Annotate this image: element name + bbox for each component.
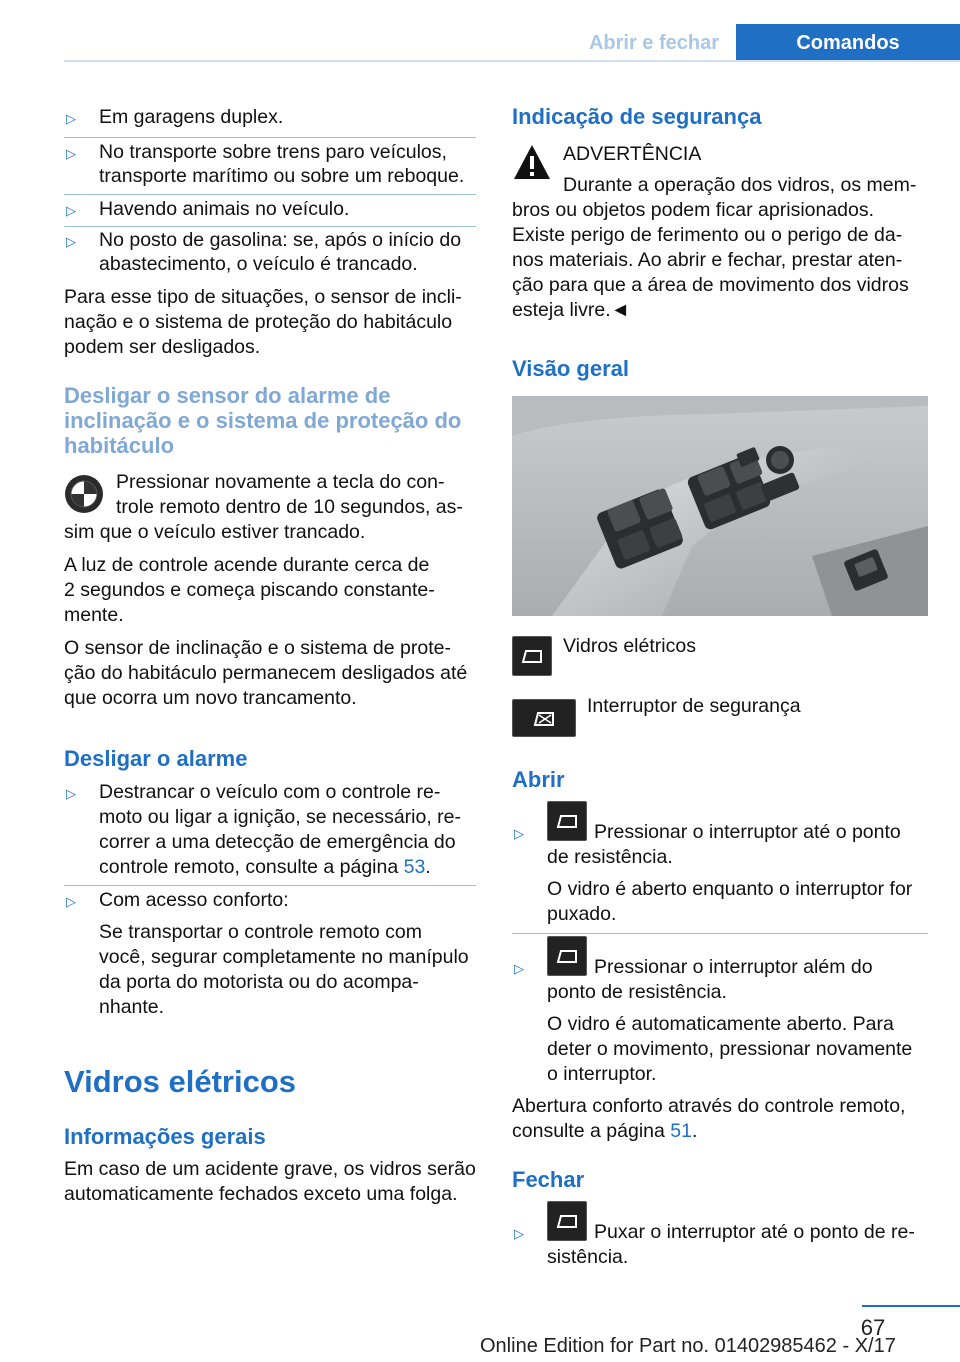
bullet-triangle-icon: ▷: [66, 234, 76, 249]
section-heading: habitáculo: [64, 433, 175, 458]
list-item: deter o movimento, pressionar novamente: [547, 1038, 913, 1060]
list-item: Pressionar o interruptor além do: [594, 956, 873, 978]
list-item: nhante.: [99, 996, 165, 1018]
bullet-triangle-icon: ▷: [66, 894, 76, 909]
paragraph: trole remoto dentro de 10 segundos, as-: [116, 496, 463, 518]
list-item: Em garagens duplex.: [99, 106, 284, 128]
list-item: Havendo animais no veículo.: [99, 198, 350, 220]
warning-text: Durante a operação dos vidros, os mem-: [563, 174, 917, 196]
divider: [64, 226, 476, 227]
list-item: O vidro é aberto enquanto o interruptor for: [547, 878, 913, 900]
paragraph-text: consulte a página: [512, 1120, 671, 1142]
list-item: No transporte sobre trens paro veículos,: [99, 141, 447, 163]
section-heading-open: Abrir: [512, 767, 565, 792]
bullet-triangle-icon: ▷: [66, 786, 76, 801]
list-item: de resistência.: [547, 846, 673, 868]
paragraph: ção do habitáculo permanecem desligados até: [64, 662, 468, 684]
list-item: Puxar o interruptor até o ponto de re-: [594, 1221, 915, 1243]
list-item: você, segurar completamente no manípulo: [99, 946, 469, 968]
paragraph: Abertura conforto através do controle remoto,: [512, 1095, 906, 1117]
paragraph: sim que o veículo estiver trancado.: [64, 521, 366, 543]
divider: [64, 885, 476, 886]
list-item: Se transportar o controle remoto com: [99, 921, 422, 943]
section-heading-safety: Indicação de segurança: [512, 104, 762, 129]
section-heading-overview: Visão geral: [512, 356, 629, 381]
bullet-triangle-icon: ▷: [66, 111, 76, 126]
list-item-text: controle remoto, consulte a página: [99, 856, 404, 878]
section-heading: Desligar o sensor do alarme de: [64, 383, 391, 408]
paragraph: nação e o sistema de proteção do habitáculo: [64, 311, 453, 333]
list-item: moto ou ligar a ignição, se necessário, re-: [99, 806, 462, 828]
list-item: sistência.: [547, 1246, 629, 1268]
warning-icon: [512, 142, 552, 182]
divider: [64, 194, 476, 195]
paragraph: 2 segundos e começa piscando constante-: [64, 579, 435, 601]
section-heading: inclinação e o sistema de proteção do: [64, 408, 462, 433]
warning-text: nos materiais. Ao abrir e fechar, prestar aten-: [512, 249, 903, 271]
list-item: Pressionar o interruptor até o ponto: [594, 821, 901, 843]
list-item: controle remoto, consulte a página 53.: [99, 856, 431, 878]
list-item: correr a uma detecção de emergência do: [99, 831, 456, 853]
paragraph: Em caso de um acidente grave, os vidros serão: [64, 1158, 476, 1180]
header-divider: [64, 60, 960, 62]
bullet-triangle-icon: ▷: [66, 146, 76, 161]
window-switch-icon: [512, 636, 552, 676]
paragraph: A luz de controle acende durante cerca de: [64, 554, 430, 576]
divider: [64, 137, 476, 138]
bullet-triangle-icon: ▷: [514, 961, 524, 976]
paragraph: Pressionar novamente a tecla do con-: [116, 471, 445, 493]
list-item: da porta do motorista ou do acompa-: [99, 971, 419, 993]
list-item: abastecimento, o veículo é trancado.: [99, 253, 418, 275]
paragraph: Para esse tipo de situações, o sensor de incli-: [64, 286, 462, 308]
legend-label: Vidros elétricos: [563, 635, 696, 657]
list-item: o interruptor.: [547, 1063, 657, 1085]
warning-text: esteja livre.◄: [512, 299, 630, 321]
safety-switch-icon: [512, 699, 576, 737]
door-switch-panel-illustration: [512, 396, 928, 616]
paragraph: automaticamente fechados exceto uma folga.: [64, 1183, 458, 1205]
legend-label: Interruptor de segurança: [587, 695, 801, 717]
section-heading-alarm: Desligar o alarme: [64, 746, 248, 771]
list-item: No posto de gasolina: se, após o início do: [99, 229, 462, 251]
list-item: puxado.: [547, 903, 617, 925]
paragraph: que ocorra um novo trancamento.: [64, 687, 357, 709]
chapter-heading: Vidros elétricos: [64, 1064, 297, 1099]
warning-text: ção para que a área de movimento dos vidros: [512, 274, 909, 296]
bmw-key-icon: [64, 474, 104, 514]
header-section-tab[interactable]: Abrir e fechar: [588, 31, 720, 54]
divider: [512, 933, 928, 934]
window-switch-icon: [547, 801, 587, 841]
page-number: 67: [860, 1315, 886, 1340]
paragraph: consulte a página 51.: [512, 1120, 698, 1142]
section-heading-close: Fechar: [512, 1167, 585, 1192]
paragraph: mente.: [64, 604, 124, 626]
page-link[interactable]: 51: [670, 1120, 692, 1142]
bullet-triangle-icon: ▷: [514, 826, 524, 841]
window-switch-icon: [547, 936, 587, 976]
bullet-triangle-icon: ▷: [66, 203, 76, 218]
list-item: O vidro é automaticamente aberto. Para: [547, 1013, 894, 1035]
warning-text: Existe perigo de ferimento ou o perigo de da-: [512, 224, 903, 246]
warning-title: ADVERTÊNCIA: [563, 143, 702, 165]
list-item: Destrancar o veículo com o controle re-: [99, 781, 441, 803]
footer-divider: [862, 1305, 960, 1307]
list-item: transporte marítimo ou sobre um reboque.: [99, 165, 465, 187]
bullet-triangle-icon: ▷: [514, 1226, 524, 1241]
window-switch-icon: [547, 1201, 587, 1241]
paragraph: podem ser desligados.: [64, 336, 261, 358]
page-link[interactable]: 53: [403, 856, 426, 878]
list-item: ponto de resistência.: [547, 981, 727, 1003]
warning-text: bros ou objetos podem ficar aprisionados.: [512, 199, 875, 221]
header-active-tab[interactable]: Comandos: [736, 24, 960, 62]
section-heading-general: Informações gerais: [64, 1124, 266, 1149]
paragraph: O sensor de inclinação e o sistema de prote-: [64, 637, 451, 659]
footer-edition: Online Edition for Part no. 01402985462 - X/17: [480, 1335, 896, 1357]
list-item: Com acesso conforto:: [99, 889, 289, 911]
